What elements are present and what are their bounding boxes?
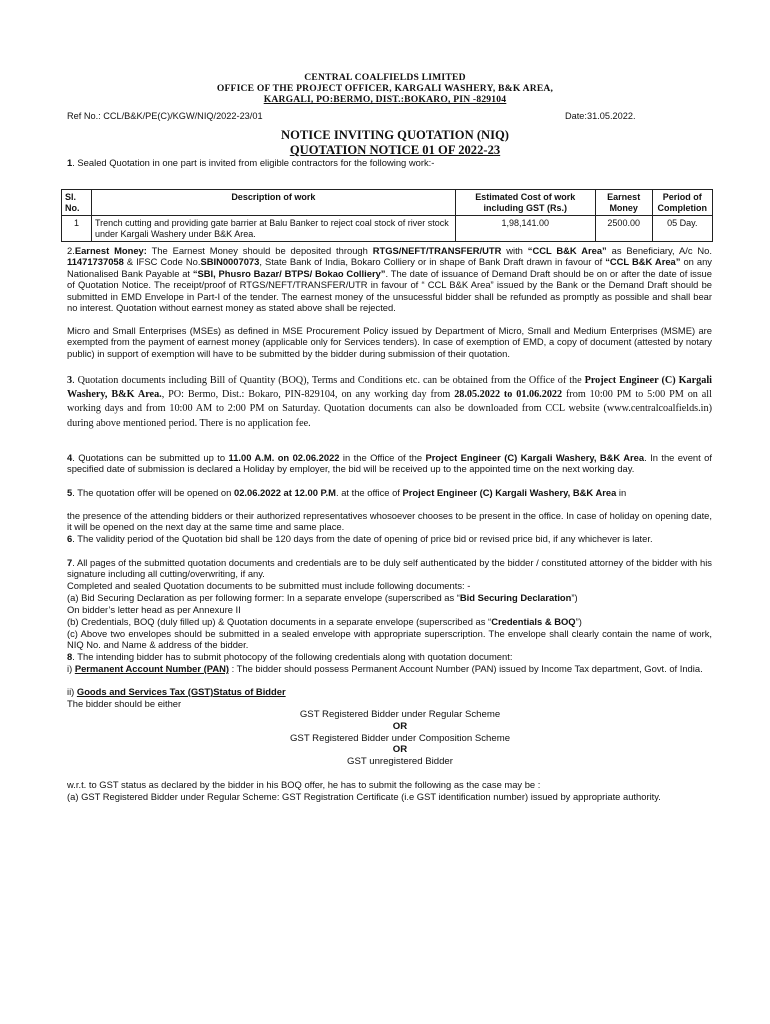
cell-earnest: 2500.00 bbox=[595, 216, 652, 242]
para2-text-g: as Beneficiary, A/c No. bbox=[606, 245, 712, 256]
reference-number: Ref No.: CCL/B&K/PE(C)/KGW/NIQ/2022-23/01 bbox=[67, 111, 263, 121]
para2-text-e: with bbox=[501, 245, 528, 256]
table-row bbox=[62, 216, 713, 242]
para3-number: 3 bbox=[67, 375, 73, 386]
para4-text-d: in the Office of the bbox=[339, 452, 426, 463]
para4-number: 4 bbox=[67, 452, 73, 463]
office-name: OFFICE OF THE PROJECT OFFICER, KARGALI WASHERY, B&K AREA, bbox=[216, 83, 554, 94]
cell-period: 05 Day. bbox=[652, 216, 712, 242]
para2-text-c: The Earnest Money should be deposited through bbox=[146, 245, 373, 256]
para2-ifsc: SBIN0007073 bbox=[200, 256, 260, 268]
pan-item bbox=[67, 663, 712, 674]
intro-paragraph bbox=[67, 157, 434, 168]
para2-text-k: , State Bank of India, Bokaro Colliery or in shape of Bank Draft drawn in favour of bbox=[259, 256, 606, 268]
bid-securing-text: (a) Bid Securing Declaration as per following former: In a separate envelope (superscribed as “ bbox=[67, 592, 460, 603]
para2-text-m: on any Nationalised Bank Payable at bbox=[67, 256, 712, 279]
notice-date: Date:31.05.2022. bbox=[565, 111, 636, 121]
para3-text-f: from 10:00 PM to 5:00 PM on all working days and from 10:00 AM to 2:00 PM on Saturday. Quotation documents can also be downloaded from CCL website (www.centralcoalfields.in) during above mentioned period. There is no application fee. bbox=[67, 389, 712, 429]
bidder-either: The bidder should be either bbox=[67, 698, 182, 709]
col-header-sl: Sl. No. bbox=[62, 190, 92, 216]
credentials-close: ”) bbox=[575, 616, 582, 627]
opening-paragraph bbox=[67, 487, 712, 498]
para5-office: Project Engineer (C) Kargali Washery, B&K Area bbox=[402, 487, 617, 498]
office-address-text: KARGALI, PO:BERMO, DIST.:BOKARO, PIN -829104 bbox=[263, 94, 507, 105]
documents-list-intro: Completed and sealed Quotation documents to be submitted must include following documents: - bbox=[67, 580, 471, 591]
para4-text-b: . Quotations can be submitted up to bbox=[72, 452, 229, 463]
para4-text-f: . In the event of specified date of submission is declared a Holiday by employer, the bid will be received up to the appointed time on the next working day. bbox=[67, 452, 712, 475]
gst-option-regular: GST Registered Bidder under Regular Scheme bbox=[299, 709, 501, 720]
para5-text-b: . The quotation offer will be opened on bbox=[72, 487, 234, 498]
pan-marker: i) bbox=[67, 663, 75, 674]
gst-or-2: OR bbox=[392, 744, 408, 755]
authentication-paragraph bbox=[67, 557, 712, 580]
para2-text-n: “SBI, Phusro Bazar/ BTPS/ Bokao Colliery” bbox=[192, 267, 386, 279]
gst-regular-requirement: (a) GST Registered Bidder under Regular Scheme: GST Registration Certificate (i.e GST identification number) issued by appropriate authority. bbox=[67, 791, 661, 802]
submission-paragraph bbox=[67, 452, 712, 475]
credentials-text: (b) Credentials, BOQ (duly filled up) & Quotation documents in a separate envelope (superscribed as “ bbox=[67, 616, 492, 627]
para4-deadline: 11.00 A.M. on 02.06.2022 bbox=[228, 452, 340, 463]
msme-paragraph: Micro and Small Enterprises (MSEs) as defined in MSE Procurement Policy issued by Department of Micro, Small and Medium Enterprises (MSME) are exempted from the payment of earnest money (applicable only for Services tenders). In case of exemption of EMD, a copy of document (attested by notary public) in support of exemption will have to be submitted by the bidder during submission of their quotation. bbox=[67, 325, 712, 359]
para2-text-o: . The date of issuance of Demand Draft should be on or after the date of issue of Quotation Notice. The receipt/proof of RTGS/NEFT/TRANSFER/UTR in favour of “ CCL B&K Area” issued by the Bank or the Demand Draft should be submitted in EMD Envelope in Part-I of the tender. The earnest money of the unsucessful bidder shall be refunded as promptly as possible and shall bear no interest. Quotation without earnest money as stated above shall be rejected. bbox=[67, 267, 712, 314]
para5-number: 5 bbox=[67, 487, 73, 498]
notice-subtitle bbox=[0, 143, 770, 158]
para7-text: . All pages of the submitted quotation documents and credentials are to be duly self authenticated by the bidder / constituted attorney of the bidder with his signature including all cutting/overwriting, if any. bbox=[67, 557, 712, 580]
cell-sl: 1 bbox=[62, 216, 92, 242]
intro-number: 1 bbox=[67, 157, 73, 168]
notice-title: NOTICE INVITING QUOTATION (NIQ) bbox=[281, 128, 509, 142]
para3-text-d: , PO: Bermo, Dist.: Bokaro, PIN-829104, on any working day from bbox=[161, 389, 455, 401]
gst-option-unregistered: GST unregistered Bidder bbox=[347, 756, 453, 767]
envelope-item: (c) Above two envelopes should be submitted in a sealed envelope with appropriate superscription. The envelope shall clearly contain the name of work, NIQ No. and Name & address of the bidder. bbox=[67, 628, 712, 651]
letter-head-note: On bidder’s letter head as per Annexure II bbox=[67, 604, 241, 615]
para2-text-i: & IFSC Code No. bbox=[123, 256, 201, 268]
para6-number: 6 bbox=[67, 533, 73, 544]
company-name: CENTRAL COALFIELDS LIMITED bbox=[304, 72, 466, 83]
documents-paragraph bbox=[67, 374, 712, 431]
bid-securing-close: ”) bbox=[571, 592, 578, 603]
office-address bbox=[0, 94, 770, 105]
col-header-cost: Estimated Cost of work including GST (Rs.) bbox=[455, 190, 595, 216]
validity-paragraph bbox=[67, 533, 712, 544]
para2-number: 2. bbox=[67, 245, 75, 256]
notice-subtitle-text: QUOTATION NOTICE 01 OF 2022-23 bbox=[289, 143, 501, 157]
para5-opening-time: 02.06.2022 at 12.00 P.M bbox=[233, 487, 336, 498]
intro-text: . Sealed Quotation in one part is invited from eligible contractors for the following work:- bbox=[72, 157, 435, 168]
para8-number: 8 bbox=[67, 651, 73, 662]
table-header-row bbox=[62, 190, 713, 216]
cell-cost: 1,98,141.00 bbox=[455, 216, 595, 242]
credentials-item bbox=[67, 616, 712, 627]
earnest-money-paragraph bbox=[67, 245, 712, 313]
pan-label: Permanent Account Number (PAN) bbox=[74, 663, 229, 674]
para3-dates: 28.05.2022 to 01.06.2022 bbox=[454, 389, 563, 401]
pan-text: : The bidder should possess Permanent Account Number (PAN) issued by Income Tax department, Govt. of India. bbox=[229, 663, 703, 674]
gst-status-note: w.r.t. to GST status as declared by the bidder in his BOQ offer, he has to submit the following as the case may be : bbox=[67, 779, 541, 790]
credentials-label: Credentials & BOQ bbox=[491, 616, 576, 627]
gst-or-1: OR bbox=[392, 721, 408, 732]
gst-label: Goods and Services Tax (GST)Status of Bidder bbox=[76, 686, 286, 697]
gst-option-composition: GST Registered Bidder under Composition Scheme bbox=[289, 733, 511, 744]
para7-number: 7 bbox=[67, 557, 73, 568]
para3-office: Project Engineer (C) Kargali Washery, B&K Area. bbox=[67, 375, 712, 401]
para6-text: . The validity period of the Quotation bid shall be 120 days from the date of opening of price bid or revised price bid, if any whichever is later. bbox=[72, 533, 653, 544]
credentials-paragraph bbox=[67, 651, 712, 662]
para2-text-l: “CCL B&K Area” bbox=[605, 256, 681, 268]
para4-office: Project Engineer (C) Kargali Washery, B&K Area bbox=[425, 452, 645, 463]
para2-account-number: 11471737058 bbox=[67, 256, 124, 268]
para2-text-d: RTGS/NEFT/TRANSFER/UTR bbox=[372, 245, 502, 256]
para8-text: . The intending bidder has to submit photocopy of the following credentials along with quotation document: bbox=[72, 651, 513, 662]
works-table bbox=[61, 189, 713, 242]
bid-securing-label: Bid Securing Declaration bbox=[459, 592, 572, 603]
cell-description: Trench cutting and providing gate barrier at Balu Banker to reject coal stock of river stock under Kargali Washery under B&K Area. bbox=[91, 216, 455, 242]
para5-text-f: in bbox=[616, 487, 627, 498]
col-header-earnest: Earnest Money bbox=[595, 190, 652, 216]
para5-text-d: . at the office of bbox=[335, 487, 403, 498]
para3-text-b: . Quotation documents including Bill of Quantity (BOQ), Terms and Conditions etc. can be obtained from the Office of the bbox=[72, 375, 585, 386]
para2-text-f: “CCL B&K Area” bbox=[527, 245, 607, 256]
gst-marker: ii) bbox=[67, 686, 77, 697]
bid-securing-item bbox=[67, 592, 712, 603]
para2-heading: Earnest Money: bbox=[74, 245, 147, 256]
opening-paragraph-continued: the presence of the attending bidders or their authorized representatives whosoever chooses to be present in the office. In case of holiday on opening date, it will be opened on the next day at the same time and same place. bbox=[67, 510, 712, 533]
col-header-period: Period of Completion bbox=[652, 190, 712, 216]
gst-item bbox=[67, 686, 712, 697]
col-header-description: Description of work bbox=[91, 190, 455, 216]
